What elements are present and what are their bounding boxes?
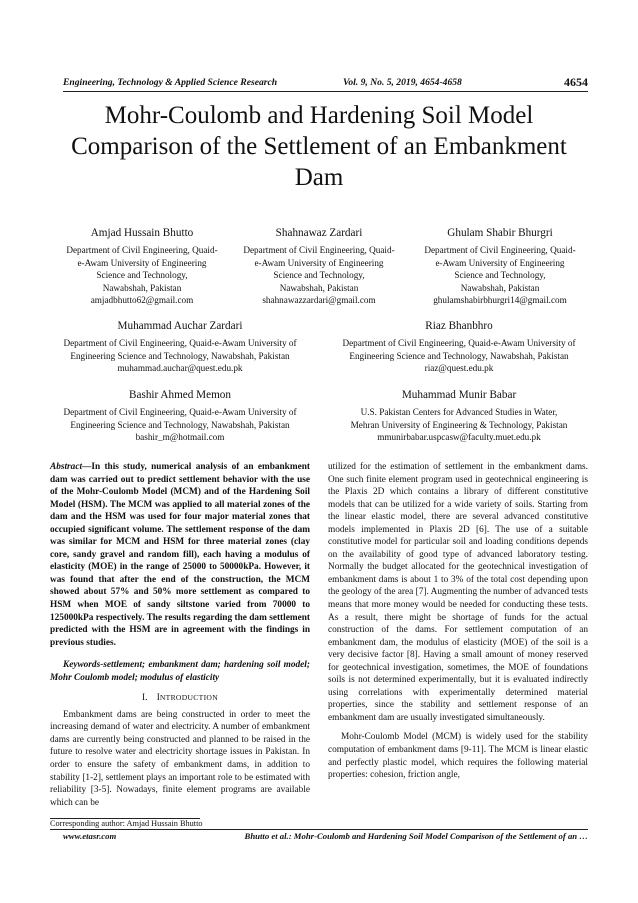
author-email: shahnawazzardari@gmail.com	[262, 295, 376, 306]
keywords-label: Keywords-	[63, 660, 104, 671]
volume-info: Vol. 9, No. 5, 2019, 4654-4658	[343, 77, 462, 88]
author-email: ghulamshabirbhurgri14@gmail.com	[433, 295, 567, 306]
header-rule	[63, 91, 588, 92]
author-name: Amjad Hussain Bhutto	[90, 227, 194, 239]
author-email: amjadbhutto62@gmail.com	[90, 295, 194, 306]
author-affiliation-line: Nawabshah, Pakistan	[102, 282, 182, 293]
title-line-2: Comparison of the Settlement of an Embankment	[71, 133, 567, 160]
author-name: Riaz Bhanbhro	[425, 320, 493, 332]
author-affiliation-line: Engineering Science and Technology, Nawabshah, Pakistan	[70, 419, 290, 430]
author-name: Ghulam Shabir Bhurgri	[447, 227, 553, 239]
running-title: Bhutto et al.: Mohr-Coulomb and Hardening Soil Model Comparison of the Settlement of an …	[244, 831, 588, 841]
keywords	[50, 659, 310, 684]
author-affiliation-line: Nawabshah, Pakistan	[279, 282, 359, 293]
right-column	[328, 461, 588, 782]
author-affiliation-line: Department of Civil Engineering, Quaid-e-Awam University of	[63, 338, 297, 348]
author-affiliation-line: Nawabshah, Pakistan	[460, 282, 540, 293]
body-paragraph: Mohr-Coulomb Model (MCM) is widely used for the stability computation of embankment dams [9-11]. The MCM is linear elastic and perfectly plastic model, which requires the following material properties: cohesion, friction angle,	[328, 732, 588, 781]
author-affiliation-line: e-Awam University of Engineering	[435, 257, 565, 268]
title-line-1: Mohr-Coulomb and Hardening Soil Model	[104, 102, 534, 129]
abstract-dash: —	[82, 462, 92, 472]
author-block	[40, 387, 320, 444]
author-affiliation-line: Science and Technology,	[96, 270, 188, 281]
title-line-3: Dam	[294, 164, 344, 191]
abstract-text: In this study, numerical analysis of an embankment dam was carried out to predict settlement behavior with the use of the Mohr-Coulomb Model (MCM) and of the Hardening Soil Model (HSM). The MCM was applied to all material zones of the dam and the HSM was used for four major material zones that occupied significant volume. The settlement response of the dam was similar for MCM and HSM for three material zones (clay core, sandy gravel and random fill), each having a modulus of elasticity (MOE) in the range of 25000 to 50000kPa. However, it was found that after the end of the construction, the MCM showed about 57% and 50% more settlement as compared to HSM when MOE of sandy siltstone varied from 70000 to 125000kPa respectively. The results regarding the dam settlement predicted with the HSM are in agreement with the findings in previous studies.	[50, 462, 310, 648]
author-affiliation-line: Engineering Science and Technology, Nawabshah, Pakistan	[349, 350, 569, 361]
author-affiliation-line: Mehran University of Engineering & Technology, Pakistan	[350, 419, 568, 430]
journal-name: Engineering, Technology & Applied Science Research	[63, 77, 278, 88]
footnote: Corresponding author: Amjad Hussain Bhutto	[50, 819, 203, 828]
author-email: mmunirbabar.uspcasw@faculty.muet.edu.pk	[377, 432, 541, 443]
author-email: muhammad.auchar@quest.edu.pk	[117, 363, 243, 374]
section-title-initial: I	[156, 693, 160, 704]
page-number: 4654	[564, 75, 588, 89]
paper-title	[40, 100, 598, 193]
author-name: Muhammad Auchar Zardari	[117, 320, 243, 332]
author-name: Muhammad Munir Babar	[401, 389, 517, 401]
body-paragraph: utilized for the estimation of settlement in the embankment dams. One such finite element program used in geotechnical engineering is the Plaxis 2D which contains a library of different constitutive models that can be utilized for a wide variety of soils. Starting from the linear elastic model, there are several advanced constitutive models implemented in Plaxis 2D [6]. The use of a suitable constitutive model for particular soil and loading conditions depends on the availability of good type of advanced laboratory testing. Normally the budget allocated for the geotechnical investigation of embankment dams is about 1 to 3% of the total cost depending upon the geology of the area [7]. Augmenting the number of advanced tests means that more money would be needed for conducting these tests. As a result, there might be shortage of funds for the actual construction of the dams. For settlement computation of an embankment dam, the modulus of elasticity (MOE) of the soil is a very decisive factor [8]. Having a small amount of money reserved for geotechnical investigation, sometimes, the MOE of foundations soils is not determined experimentally, but it is evaluated indirectly using correlations with experimentally determined material properties, since the stability and settlement response of an embankment dam are usually investigated simultaneously.	[328, 462, 588, 723]
author-block	[405, 225, 595, 307]
section-title-rest: NTRODUCTION	[159, 693, 218, 703]
author-name: Shahnawaz Zardari	[275, 227, 363, 239]
author-block	[40, 318, 320, 375]
abstract	[50, 461, 310, 649]
author-affiliation-line: Department of Civil Engineering, Quaid-	[424, 245, 576, 255]
author-affiliation-line: e-Awam University of Engineering	[77, 257, 207, 268]
author-block	[318, 387, 600, 444]
author-affiliation-line: Science and Technology,	[454, 270, 546, 281]
author-block	[52, 225, 232, 307]
keywords-text: settlement; embankment dam; hardening soil model; Mohr Coulomb model; modulus of elasticity	[50, 660, 310, 683]
author-affiliation-line: Science and Technology,	[273, 270, 365, 281]
author-block	[318, 318, 600, 375]
author-affiliation-line: Department of Civil Engineering, Quaid-	[66, 245, 218, 255]
author-block	[229, 225, 409, 307]
author-affiliation-line: Department of Civil Engineering, Quaid-e-Awam University of	[63, 407, 297, 417]
author-affiliation-line: Department of Civil Engineering, Quaid-	[243, 245, 395, 255]
journal-url[interactable]: www.etasr.com	[63, 831, 117, 841]
author-affiliation-line: U.S. Pakistan Centers for Advanced Studies in Water,	[360, 407, 558, 417]
section-heading-introduction	[50, 692, 310, 705]
author-name: Bashir Ahmed Memon	[129, 389, 231, 401]
author-email: bashir_m@hotmail.com	[135, 432, 225, 443]
author-email: riaz@quest.edu.pk	[424, 363, 494, 374]
abstract-label: Abstract	[50, 462, 83, 472]
section-number: I.	[142, 693, 148, 704]
left-column	[50, 461, 310, 809]
author-affiliation-line: Department of Civil Engineering, Quaid-e-Awam University of	[342, 338, 576, 348]
running-header	[63, 75, 588, 89]
introduction-paragraph: Embankment dams are being constructed in order to meet the increasing demand of water and electricity. A number of embankment dams are currently being constructed and planned to be raised in the future to resolve water and electricity shortage issues in Pakistan. In order to ensure the safety of embankment dams, in addition to stability [1-2], settlement plays an important role to be estimated with reliability [3-5]. Nowadays, finite element programs are available which can be	[50, 709, 310, 808]
author-affiliation-line: e-Awam University of Engineering	[254, 257, 384, 268]
author-affiliation-line: Engineering Science and Technology, Nawabshah, Pakistan	[70, 350, 290, 361]
footer-rule	[50, 829, 588, 830]
